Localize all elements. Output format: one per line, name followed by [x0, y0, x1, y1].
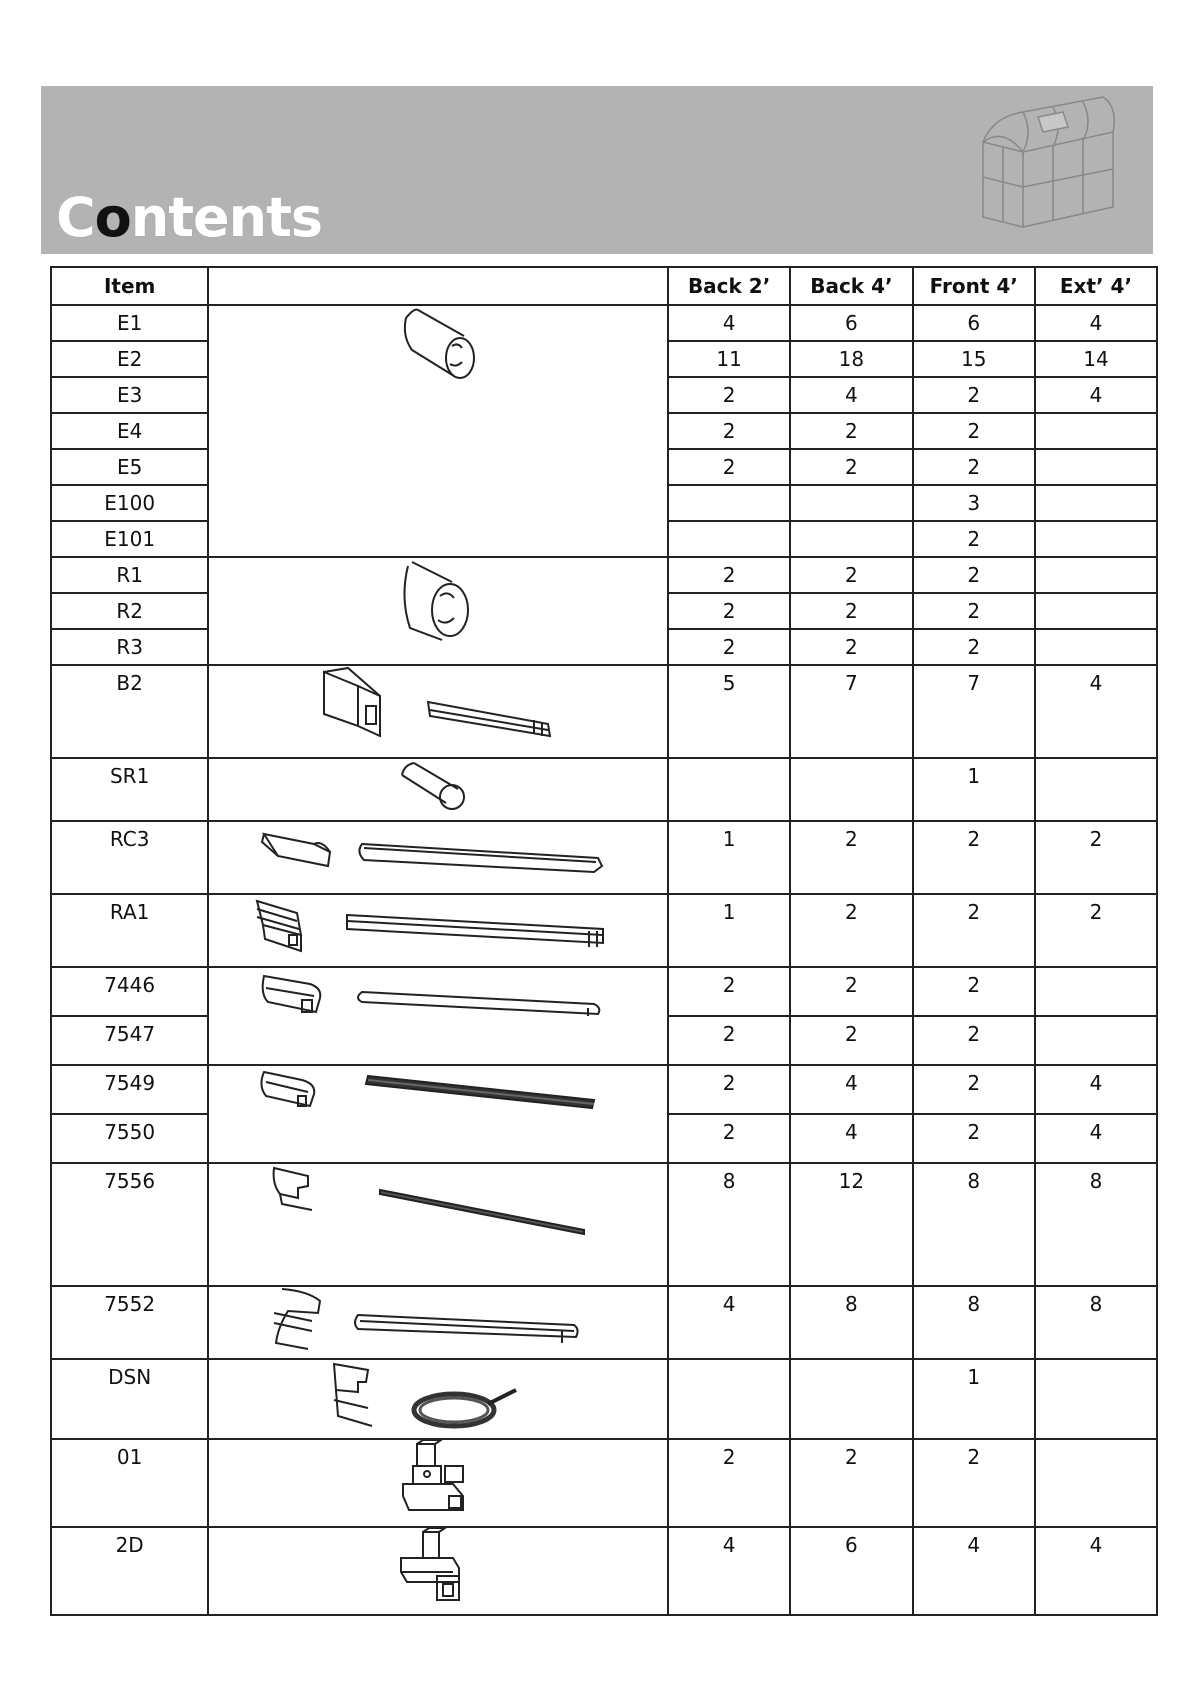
item-code: E101 — [51, 521, 208, 557]
glazing-bar-icon — [258, 968, 618, 1028]
qty-back-4: 2 — [790, 557, 912, 593]
table-row — [51, 1065, 1157, 1114]
item-picture — [208, 1286, 668, 1359]
header-back-4: Back 4’ — [790, 267, 912, 305]
qty-back-2: 4 — [668, 1286, 790, 1359]
extrusion-e-icon — [398, 306, 478, 386]
item-code: E1 — [51, 305, 208, 341]
qty-back-4: 2 — [790, 449, 912, 485]
qty-back-2: 2 — [668, 449, 790, 485]
qty-ext-4 — [1035, 449, 1157, 485]
header-banner — [41, 86, 1153, 254]
qty-back-2: 2 — [668, 1065, 790, 1114]
qty-back-2: 2 — [668, 413, 790, 449]
sill-bar-icon — [268, 1287, 608, 1351]
qty-back-4: 2 — [790, 821, 912, 894]
item-code: 7549 — [51, 1065, 208, 1114]
qty-back-2: 5 — [668, 665, 790, 758]
qty-back-4: 2 — [790, 1016, 912, 1065]
qty-front-4: 4 — [913, 1527, 1035, 1615]
item-picture — [208, 967, 668, 1065]
item-code: 01 — [51, 1439, 208, 1527]
table-row — [51, 821, 1157, 894]
item-code: B2 — [51, 665, 208, 758]
qty-back-4: 2 — [790, 1439, 912, 1527]
table-row — [51, 967, 1157, 1016]
item-picture — [208, 1359, 668, 1439]
header-front-4: Front 4’ — [913, 267, 1035, 305]
qty-back-4: 18 — [790, 341, 912, 377]
qty-ext-4: 4 — [1035, 665, 1157, 758]
qty-front-4: 2 — [913, 967, 1035, 1016]
item-picture — [208, 1439, 668, 1527]
qty-back-2: 1 — [668, 821, 790, 894]
qty-front-4: 2 — [913, 629, 1035, 665]
qty-ext-4: 8 — [1035, 1163, 1157, 1286]
qty-front-4: 2 — [913, 413, 1035, 449]
qty-front-4: 2 — [913, 521, 1035, 557]
header-back-2: Back 2’ — [668, 267, 790, 305]
qty-back-4: 7 — [790, 665, 912, 758]
qty-ext-4 — [1035, 629, 1157, 665]
qty-front-4: 2 — [913, 593, 1035, 629]
item-picture — [208, 821, 668, 894]
ridge-cap-icon — [258, 822, 618, 882]
qty-ext-4: 8 — [1035, 1286, 1157, 1359]
qty-back-4: 2 — [790, 967, 912, 1016]
table-row — [51, 1163, 1157, 1286]
qty-back-4: 12 — [790, 1163, 912, 1286]
header-ext-4: Ext’ 4’ — [1035, 267, 1157, 305]
qty-back-2: 2 — [668, 1114, 790, 1163]
table-row — [51, 894, 1157, 967]
qty-ext-4 — [1035, 521, 1157, 557]
qty-ext-4: 2 — [1035, 894, 1157, 967]
qty-back-2: 11 — [668, 341, 790, 377]
qty-back-2: 2 — [668, 1439, 790, 1527]
qty-front-4: 2 — [913, 894, 1035, 967]
item-code: 7550 — [51, 1114, 208, 1163]
qty-ext-4: 4 — [1035, 1527, 1157, 1615]
qty-back-4 — [790, 485, 912, 521]
qty-front-4: 3 — [913, 485, 1035, 521]
qty-front-4: 7 — [913, 665, 1035, 758]
qty-front-4: 2 — [913, 449, 1035, 485]
item-code: E4 — [51, 413, 208, 449]
qty-back-4 — [790, 758, 912, 821]
table-row — [51, 557, 1157, 593]
qty-ext-4 — [1035, 485, 1157, 521]
qty-back-4 — [790, 521, 912, 557]
qty-front-4: 2 — [913, 1065, 1035, 1114]
qty-ext-4 — [1035, 1016, 1157, 1065]
qty-ext-4 — [1035, 593, 1157, 629]
round-extrusion-icon — [398, 558, 478, 646]
qty-ext-4 — [1035, 967, 1157, 1016]
table-header-row — [51, 267, 1157, 305]
qty-front-4: 2 — [913, 557, 1035, 593]
qty-front-4: 1 — [913, 758, 1035, 821]
qty-ext-4: 14 — [1035, 341, 1157, 377]
qty-ext-4: 4 — [1035, 1114, 1157, 1163]
door-seal-coil-icon — [328, 1360, 548, 1432]
qty-front-4: 15 — [913, 341, 1035, 377]
qty-back-4: 2 — [790, 894, 912, 967]
qty-back-2: 2 — [668, 967, 790, 1016]
qty-ext-4 — [1035, 1359, 1157, 1439]
qty-back-4: 2 — [790, 413, 912, 449]
item-picture — [208, 1163, 668, 1286]
qty-front-4: 8 — [913, 1286, 1035, 1359]
table-row — [51, 1359, 1157, 1439]
qty-front-4: 6 — [913, 305, 1035, 341]
qty-back-4 — [790, 1359, 912, 1439]
base-rail-icon — [318, 666, 558, 746]
item-code: E100 — [51, 485, 208, 521]
qty-back-2: 2 — [668, 593, 790, 629]
qty-front-4: 2 — [913, 1114, 1035, 1163]
table-row — [51, 1286, 1157, 1359]
qty-ext-4 — [1035, 557, 1157, 593]
corner-connector-icon — [393, 1440, 483, 1520]
item-code: E3 — [51, 377, 208, 413]
item-code: R3 — [51, 629, 208, 665]
item-code: RA1 — [51, 894, 208, 967]
item-code: R2 — [51, 593, 208, 629]
qty-back-4: 2 — [790, 629, 912, 665]
qty-back-4: 8 — [790, 1286, 912, 1359]
qty-back-2: 2 — [668, 557, 790, 593]
gutter-bar-icon — [258, 1066, 618, 1126]
page-title: Contents — [56, 186, 323, 249]
qty-ext-4: 4 — [1035, 1065, 1157, 1114]
qty-front-4: 8 — [913, 1163, 1035, 1286]
item-code: 7556 — [51, 1163, 208, 1286]
qty-back-2: 2 — [668, 629, 790, 665]
rubber-strip-icon — [268, 1164, 608, 1244]
qty-back-4: 4 — [790, 377, 912, 413]
qty-back-4: 2 — [790, 593, 912, 629]
item-code: 7552 — [51, 1286, 208, 1359]
item-picture — [208, 305, 668, 557]
qty-back-2: 8 — [668, 1163, 790, 1286]
qty-back-2: 2 — [668, 377, 790, 413]
qty-back-4: 4 — [790, 1065, 912, 1114]
qty-ext-4: 2 — [1035, 821, 1157, 894]
table-row — [51, 305, 1157, 341]
qty-back-2: 1 — [668, 894, 790, 967]
qty-ext-4 — [1035, 1439, 1157, 1527]
item-picture — [208, 1527, 668, 1615]
table-row — [51, 758, 1157, 821]
item-code: R1 — [51, 557, 208, 593]
qty-ext-4: 4 — [1035, 377, 1157, 413]
qty-back-2: 2 — [668, 1016, 790, 1065]
item-picture — [208, 758, 668, 821]
qty-back-4: 6 — [790, 305, 912, 341]
qty-ext-4 — [1035, 413, 1157, 449]
item-picture — [208, 894, 668, 967]
qty-back-2: 4 — [668, 1527, 790, 1615]
qty-front-4: 2 — [913, 1016, 1035, 1065]
tee-connector-icon — [393, 1528, 483, 1608]
item-code: RC3 — [51, 821, 208, 894]
qty-back-4: 4 — [790, 1114, 912, 1163]
qty-back-2 — [668, 485, 790, 521]
qty-ext-4: 4 — [1035, 305, 1157, 341]
item-code: 7446 — [51, 967, 208, 1016]
contents-table — [50, 266, 1158, 1616]
header-item: Item — [51, 267, 208, 305]
qty-front-4: 2 — [913, 1439, 1035, 1527]
qty-back-4: 6 — [790, 1527, 912, 1615]
table-row — [51, 1439, 1157, 1527]
item-picture — [208, 665, 668, 758]
round-tube-icon — [398, 759, 478, 813]
table-row — [51, 665, 1157, 758]
qty-back-2 — [668, 1359, 790, 1439]
table-row — [51, 1527, 1157, 1615]
qty-ext-4 — [1035, 758, 1157, 821]
qty-back-2 — [668, 758, 790, 821]
item-code: E5 — [51, 449, 208, 485]
item-code: 7547 — [51, 1016, 208, 1065]
qty-front-4: 2 — [913, 821, 1035, 894]
qty-back-2: 4 — [668, 305, 790, 341]
item-picture — [208, 557, 668, 665]
qty-back-2 — [668, 521, 790, 557]
item-code: SR1 — [51, 758, 208, 821]
ridge-adapter-icon — [253, 895, 623, 955]
item-code: 2D — [51, 1527, 208, 1615]
header-picture — [208, 267, 668, 305]
qty-front-4: 1 — [913, 1359, 1035, 1439]
greenhouse-icon — [963, 92, 1133, 232]
qty-front-4: 2 — [913, 377, 1035, 413]
item-code: E2 — [51, 341, 208, 377]
item-code: DSN — [51, 1359, 208, 1439]
item-picture — [208, 1065, 668, 1163]
